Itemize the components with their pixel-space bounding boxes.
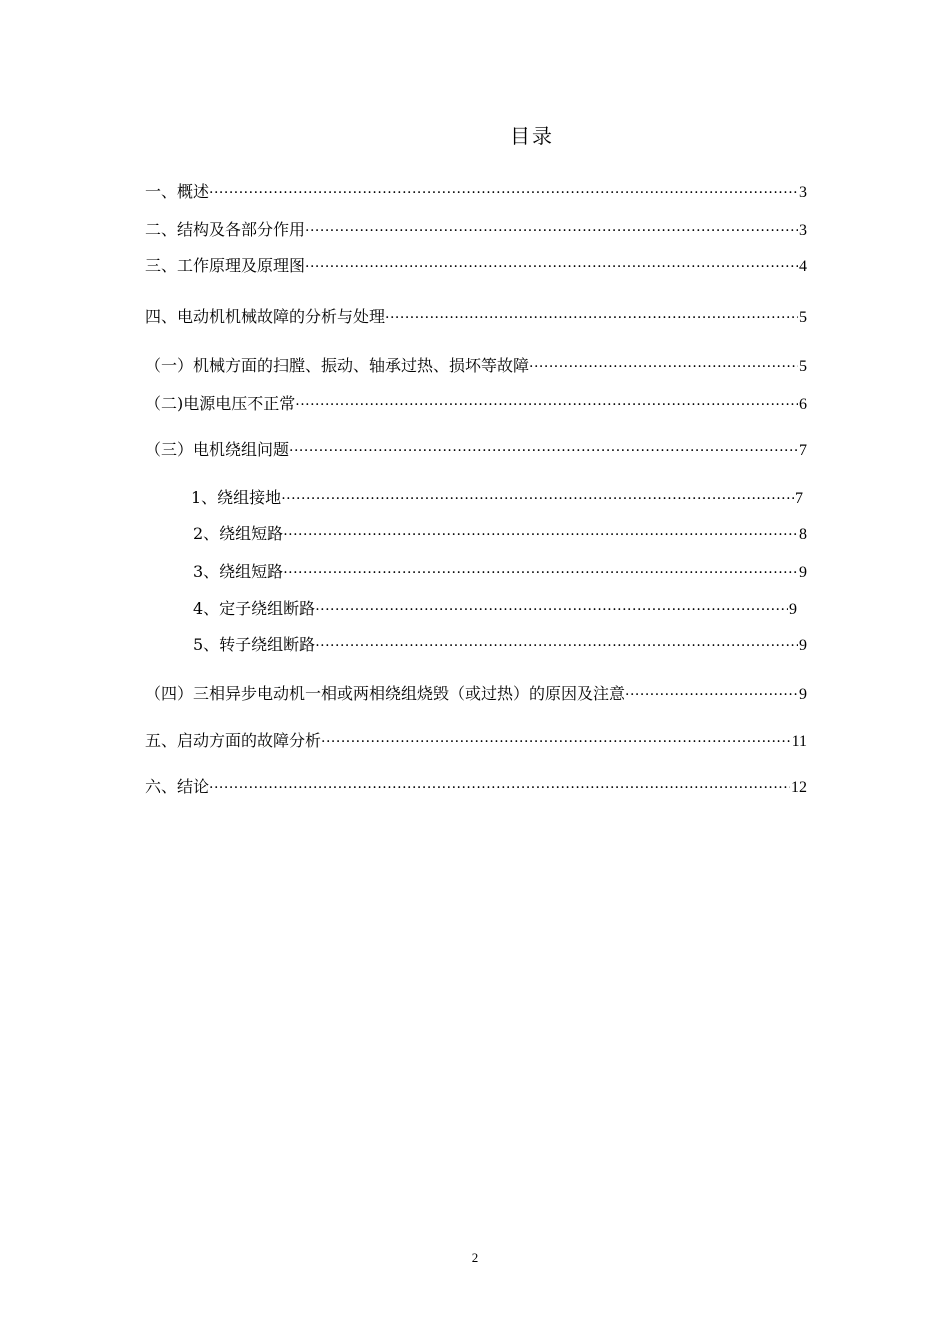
toc-dot-leader — [289, 440, 798, 462]
toc-entry-page: 3 — [799, 184, 807, 201]
toc-dot-leader — [529, 356, 798, 378]
toc-entry-text: 三、工作原理及原理图 — [145, 256, 306, 275]
toc-dot-leader — [385, 307, 798, 329]
toc-entry-2[interactable] — [145, 219, 807, 242]
toc-entry-10[interactable] — [193, 561, 807, 584]
toc-entry-9[interactable] — [193, 523, 807, 546]
toc-dot-leader — [295, 394, 798, 416]
toc-entry-6[interactable] — [145, 393, 807, 416]
toc-entry-page: 9 — [799, 564, 807, 581]
toc-entry-3[interactable] — [145, 255, 807, 278]
toc-entry-page: 7 — [799, 442, 807, 459]
page-title: 目录 — [510, 124, 554, 148]
toc-entry-4[interactable] — [145, 306, 807, 329]
toc-dot-leader — [305, 256, 798, 278]
toc-entry-page: 11 — [791, 733, 807, 750]
toc-dot-leader — [625, 684, 798, 706]
toc-entry-text: 一、概述 — [145, 182, 210, 201]
toc-dot-leader — [315, 635, 798, 657]
toc-entry-page: 9 — [799, 637, 807, 654]
toc-entry-11[interactable] — [193, 598, 797, 621]
toc-entry-text: （四）三相异步电动机一相或两相绕组烧毁（或过热）的原因及注意 — [145, 684, 626, 703]
page-number: 2 — [471, 1250, 479, 1265]
toc-entry-page: 12 — [791, 779, 807, 796]
toc-entry-text: 五、启动方面的故障分析 — [145, 731, 322, 750]
toc-dot-leader — [283, 562, 798, 584]
toc-dot-leader — [315, 599, 788, 621]
toc-entry-15[interactable] — [145, 776, 807, 799]
toc-entry-12[interactable] — [193, 634, 807, 657]
toc-entry-text: 5、转子绕组断路 — [193, 635, 316, 654]
toc-entry-text: 四、电动机机械故障的分析与处理 — [145, 307, 386, 326]
toc-entry-page: 6 — [799, 396, 807, 413]
toc-entry-text: 二、结构及各部分作用 — [145, 220, 306, 239]
toc-dot-leader — [281, 488, 794, 510]
toc-entry-page: 7 — [795, 490, 803, 507]
toc-entry-text: 1、绕组接地 — [191, 488, 282, 507]
toc-entry-page: 9 — [799, 686, 807, 703]
toc-dot-leader — [321, 731, 791, 753]
toc-entry-page: 4 — [799, 258, 807, 275]
toc-entry-8[interactable] — [191, 487, 803, 510]
toc-entry-text: （一）机械方面的扫膛、振动、轴承过热、损坏等故障 — [145, 356, 530, 375]
toc-dot-leader — [283, 524, 798, 546]
toc-entry-page: 3 — [799, 222, 807, 239]
toc-entry-1[interactable] — [145, 181, 807, 204]
toc-dot-leader — [209, 182, 798, 204]
toc-dot-leader — [209, 777, 790, 799]
toc-entry-page: 5 — [799, 309, 807, 326]
toc-entry-text: 六、结论 — [145, 777, 210, 796]
toc-entry-13[interactable] — [145, 683, 807, 706]
toc-entry-text: 3、绕组短路 — [193, 562, 284, 581]
toc-entry-text: 2、绕组短路 — [193, 524, 284, 543]
toc-entry-7[interactable] — [145, 439, 807, 462]
toc-entry-14[interactable] — [145, 730, 807, 753]
toc-dot-leader — [305, 220, 798, 242]
toc-entry-page: 5 — [799, 358, 807, 375]
toc-entry-page: 9 — [789, 601, 797, 618]
toc-entry-text: （二)电源电压不正常 — [145, 394, 296, 413]
toc-entry-text: 4、定子绕组断路 — [193, 599, 316, 618]
toc-entry-page: 8 — [799, 526, 807, 543]
toc-entry-5[interactable] — [145, 355, 807, 378]
toc-entry-text: （三）电机绕组问题 — [145, 440, 290, 459]
